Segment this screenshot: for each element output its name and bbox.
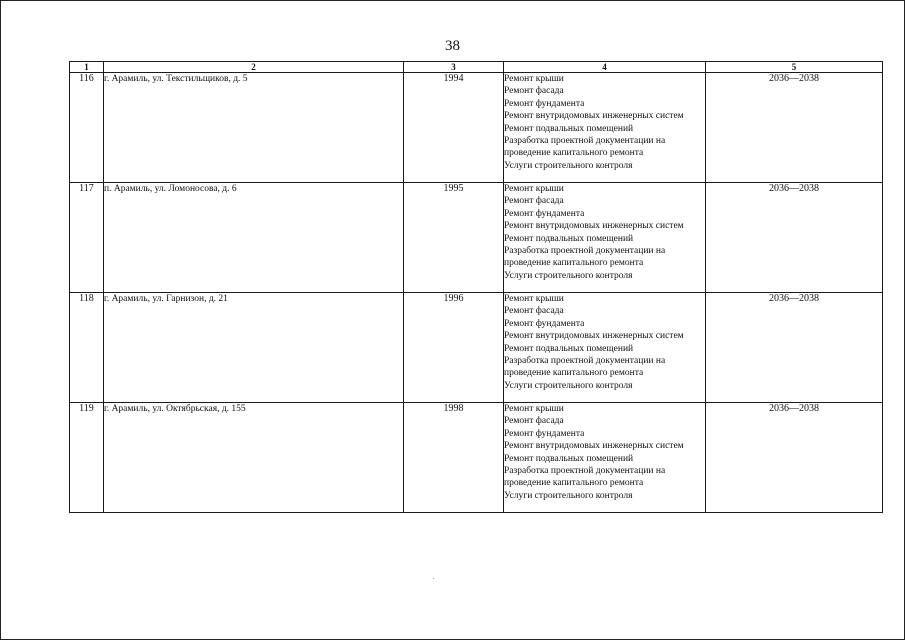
work-item: Ремонт фундамента bbox=[504, 98, 585, 109]
work-item: Ремонт фасада bbox=[504, 306, 564, 317]
row-period: 2036—2038 bbox=[706, 403, 883, 513]
work-item: Ремонт внутридомовых инженерных систем bbox=[504, 441, 684, 452]
work-item: Ремонт подвальных помещений bbox=[504, 123, 634, 134]
work-item: Ремонт подвальных помещений bbox=[504, 453, 634, 464]
work-item: Ремонт внутридомовых инженерных систем bbox=[504, 221, 684, 232]
header-col-3: 3 bbox=[404, 62, 504, 73]
row-period: 2036—2038 bbox=[706, 73, 883, 183]
row-works bbox=[504, 403, 706, 513]
work-item: Ремонт внутридомовых инженерных систем bbox=[504, 111, 684, 122]
work-item: Ремонт фасада bbox=[504, 196, 564, 207]
table-row bbox=[70, 183, 883, 293]
header-col-1: 1 bbox=[70, 62, 104, 73]
row-address: г. Арамиль, ул. Октябрьская, д. 155 bbox=[104, 403, 404, 513]
table-row bbox=[70, 403, 883, 513]
work-item: Разработка проектной документации на проведение капитального ремонта bbox=[504, 356, 666, 379]
row-period: 2036—2038 bbox=[706, 183, 883, 293]
work-item: Ремонт фасада bbox=[504, 86, 564, 97]
work-item: Услуги строительного контроля bbox=[504, 380, 633, 391]
row-year: 1995 bbox=[404, 183, 504, 293]
header-col-4: 4 bbox=[504, 62, 706, 73]
work-item: Разработка проектной документации на проведение капитального ремонта bbox=[504, 466, 666, 489]
work-item: Ремонт фундамента bbox=[504, 428, 585, 439]
work-item: Разработка проектной документации на проведение капитального ремонта bbox=[504, 246, 666, 269]
capital-repair-table bbox=[69, 61, 883, 513]
scan-speck bbox=[433, 578, 434, 579]
table-header-row bbox=[70, 62, 883, 73]
header-col-5: 5 bbox=[706, 62, 883, 73]
work-item: Услуги строительного контроля bbox=[504, 490, 633, 501]
row-number: 118 bbox=[70, 293, 104, 403]
row-number: 116 bbox=[70, 73, 104, 183]
row-works bbox=[504, 73, 706, 183]
work-item: Ремонт крыши bbox=[504, 184, 564, 194]
work-item: Ремонт внутридомовых инженерных систем bbox=[504, 331, 684, 342]
row-period: 2036—2038 bbox=[706, 293, 883, 403]
work-item: Ремонт фундамента bbox=[504, 318, 585, 329]
header-col-2: 2 bbox=[104, 62, 404, 73]
work-item: Ремонт фасада bbox=[504, 416, 564, 427]
row-number: 117 bbox=[70, 183, 104, 293]
work-item: Ремонт крыши bbox=[504, 74, 564, 84]
work-item: Разработка проектной документации на проведение капитального ремонта bbox=[504, 136, 666, 159]
table-row bbox=[70, 73, 883, 183]
row-year: 1996 bbox=[404, 293, 504, 403]
work-item: Услуги строительного контроля bbox=[504, 270, 633, 281]
work-item: Ремонт крыши bbox=[504, 294, 564, 304]
row-year: 1998 bbox=[404, 403, 504, 513]
row-address: п. Арамиль, ул. Ломоносова, д. 6 bbox=[104, 183, 404, 293]
work-item: Ремонт подвальных помещений bbox=[504, 343, 634, 354]
table-row bbox=[70, 293, 883, 403]
page-number: 38 bbox=[445, 38, 460, 54]
work-item: Ремонт крыши bbox=[504, 404, 564, 414]
row-works bbox=[504, 183, 706, 293]
work-item: Услуги строительного контроля bbox=[504, 160, 633, 171]
row-address: г. Арамиль, ул. Гарнизон, д. 21 bbox=[104, 293, 404, 403]
row-number: 119 bbox=[70, 403, 104, 513]
row-year: 1994 bbox=[404, 73, 504, 183]
row-address: г. Арамиль, ул. Текстильщиков, д. 5 bbox=[104, 73, 404, 183]
row-works bbox=[504, 293, 706, 403]
work-item: Ремонт подвальных помещений bbox=[504, 233, 634, 244]
work-item: Ремонт фундамента bbox=[504, 208, 585, 219]
